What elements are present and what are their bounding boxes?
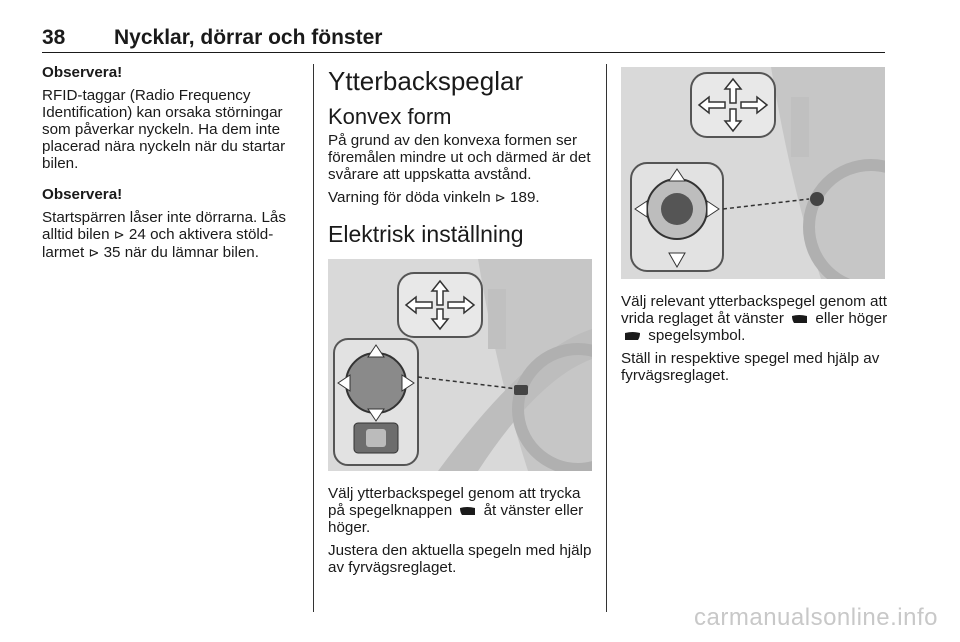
note-text-immobilizer: Startspärren låser inte dörrarna. Lås alltid bilen ⊳ 24 och aktivera stöld-larmet ⊳ 35 när du lämnar bilen. (42, 209, 286, 261)
column-notes (42, 64, 302, 268)
right-mirror-symbol-icon (624, 331, 641, 341)
note-text-rfid: RFID-taggar (Radio Frequency Identification) kan orsaka störningar som påverkar nyckeln. Ha dem inte placerad nära nyckeln när du startar bilen. (42, 87, 286, 172)
column-divider-2 (606, 64, 607, 612)
left-mirror-symbol-icon (459, 506, 476, 516)
page-ref-arrow-icon: ⊳ (113, 228, 125, 243)
mirror-rotary-knob-illustration (621, 67, 885, 279)
left-mirror-symbol-icon (791, 314, 808, 324)
column-mirrors-alt (621, 64, 889, 390)
page-ref-arrow-icon: ⊳ (494, 191, 506, 206)
page-header (42, 26, 885, 53)
paragraph-blind-spot: Varning för döda vinkeln ⊳ 189. (328, 189, 540, 206)
mirror-push-button-illustration (328, 259, 592, 471)
section-heading: Ytterbackspeglar (328, 66, 524, 96)
note-title: Observera! (42, 186, 123, 203)
page-number: 38 (42, 26, 66, 49)
paragraph-convex: På grund av den konvexa formen ser föremålen mindre ut och därmed är det svårare att uppskatta avstånd. (328, 132, 591, 183)
column-divider-1 (313, 64, 314, 612)
column-mirrors (328, 64, 594, 582)
chapter-title: Nycklar, dörrar och fönster (114, 26, 383, 49)
subheading-convex: Konvex form (328, 104, 452, 129)
note-title: Observera! (42, 64, 123, 81)
watermark: carmanualsonline.info (694, 604, 938, 631)
paragraph-four-way: Ställ in respektive spegel med hjälp av fyrvägsreglaget. (621, 350, 880, 384)
paragraph-rotate-knob: Välj relevant ytterbackspegel genom att vrida reglaget åt vänster eller höger spegelsymbol. (621, 293, 888, 344)
paragraph-adjust-mirror: Justera den aktuella spegeln med hjälp av fyrvägsreglaget. (328, 542, 592, 576)
subheading-electric: Elektrisk inställning (328, 221, 524, 247)
paragraph-select-mirror: Välj ytterbackspegel genom att trycka på spegelknappen åt vänster eller höger. (328, 485, 584, 536)
page-ref-arrow-icon: ⊳ (88, 246, 100, 261)
